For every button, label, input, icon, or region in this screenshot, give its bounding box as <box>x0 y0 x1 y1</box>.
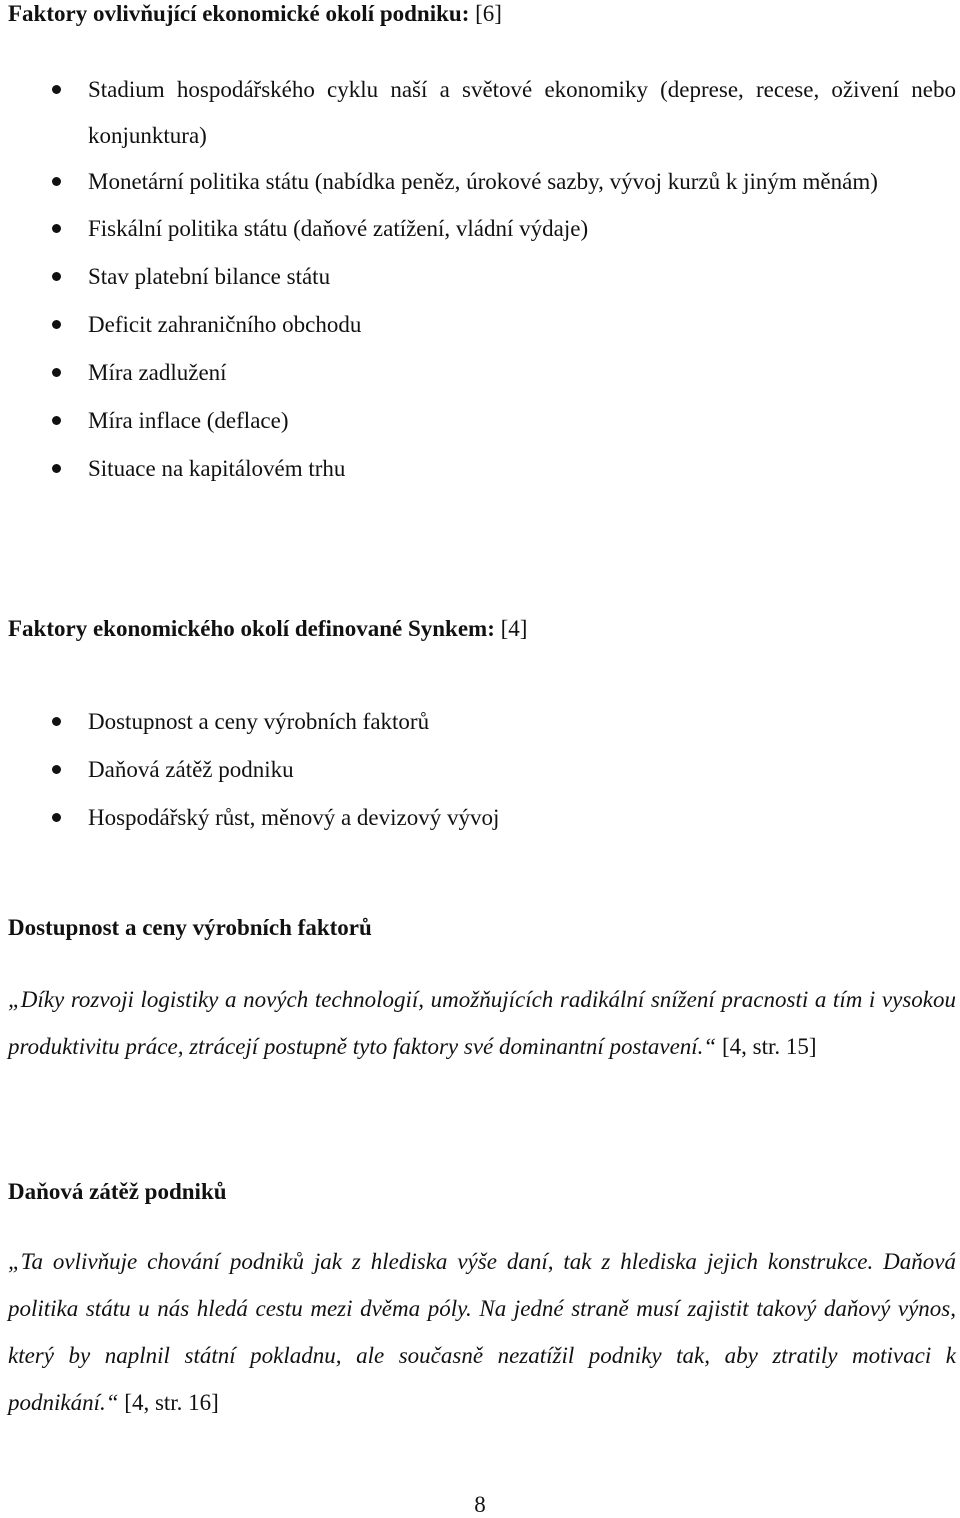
bullet-list-synek-factors <box>8 698 956 842</box>
citation-ref: [6] <box>475 1 502 26</box>
bullet-icon <box>52 765 61 774</box>
bullet-icon <box>52 368 61 377</box>
bullet-icon <box>52 272 61 281</box>
list-item: Míra zadlužení <box>8 349 956 397</box>
list-item: Míra inflace (deflace) <box>8 397 956 445</box>
bullet-icon <box>52 464 61 473</box>
bullet-icon <box>52 717 61 726</box>
section-heading-tax-burden <box>8 1178 227 1206</box>
heading-text: Daňová zátěž podniků <box>8 1179 227 1204</box>
bullet-icon <box>52 224 61 233</box>
section-heading-economic-factors <box>8 0 502 28</box>
list-item: Fiskální politika státu (daňové zatížení, vládní výdaje) <box>8 205 956 253</box>
section-heading-synek-factors <box>8 615 527 643</box>
list-item: Stav platební bilance státu <box>8 253 956 301</box>
list-item: Daňová zátěž podniku <box>8 746 956 794</box>
list-item: Stadium hospodářského cyklu naší a světové ekonomiky (deprese, recese, oživení nebo konjunktura) <box>8 67 956 159</box>
heading-text: Faktory ekonomického okolí definované Synkem: <box>8 616 495 641</box>
page-number: 8 <box>474 1492 486 1517</box>
bullet-icon <box>52 416 61 425</box>
quote-paragraph-production-factors <box>8 976 956 1070</box>
list-item: Dostupnost a ceny výrobních faktorů <box>8 698 956 746</box>
quote-text: „Díky rozvoji logistiky a nových technologií, umožňujících radikální snížení pracnosti a tím i vysokou produktivitu práce, ztrácejí postupně tyto faktory své dominantní postavení.“ <box>8 987 956 1059</box>
quote-text: „Ta ovlivňuje chování podniků jak z hlediska výše daní, tak z hlediska jejich konstrukce. Daňová politika státu u nás hledá cestu mezi dvěma póly. Na jedné straně musí zajistit takový daňový výnos, který by naplnil státní pokladnu, ale současně nezatížil podniky tak, aby ztratily motivaci k podnikání.“ <box>8 1249 956 1415</box>
bullet-icon <box>52 813 61 822</box>
heading-text: Dostupnost a ceny výrobních faktorů <box>8 915 372 940</box>
citation-ref: [4] <box>500 616 528 641</box>
list-item: Situace na kapitálovém trhu <box>8 445 956 493</box>
bullet-list-economic-factors <box>8 67 956 493</box>
list-item: Hospodářský růst, měnový a devizový vývoj <box>8 794 956 842</box>
bullet-icon <box>52 85 61 94</box>
list-item: Deficit zahraničního obchodu <box>8 301 956 349</box>
quote-citation: [4, str. 15] <box>721 1034 817 1059</box>
bullet-icon <box>52 320 61 329</box>
list-item: Monetární politika státu (nabídka peněz, úrokové sazby, vývoj kurzů k jiným měnám) <box>8 159 956 205</box>
section-heading-production-factors <box>8 914 372 942</box>
bullet-icon <box>52 177 61 186</box>
heading-text: Faktory ovlivňující ekonomické okolí podniku: <box>8 1 470 26</box>
quote-paragraph-tax-burden <box>8 1238 956 1426</box>
quote-citation: [4, str. 16] <box>124 1390 219 1415</box>
